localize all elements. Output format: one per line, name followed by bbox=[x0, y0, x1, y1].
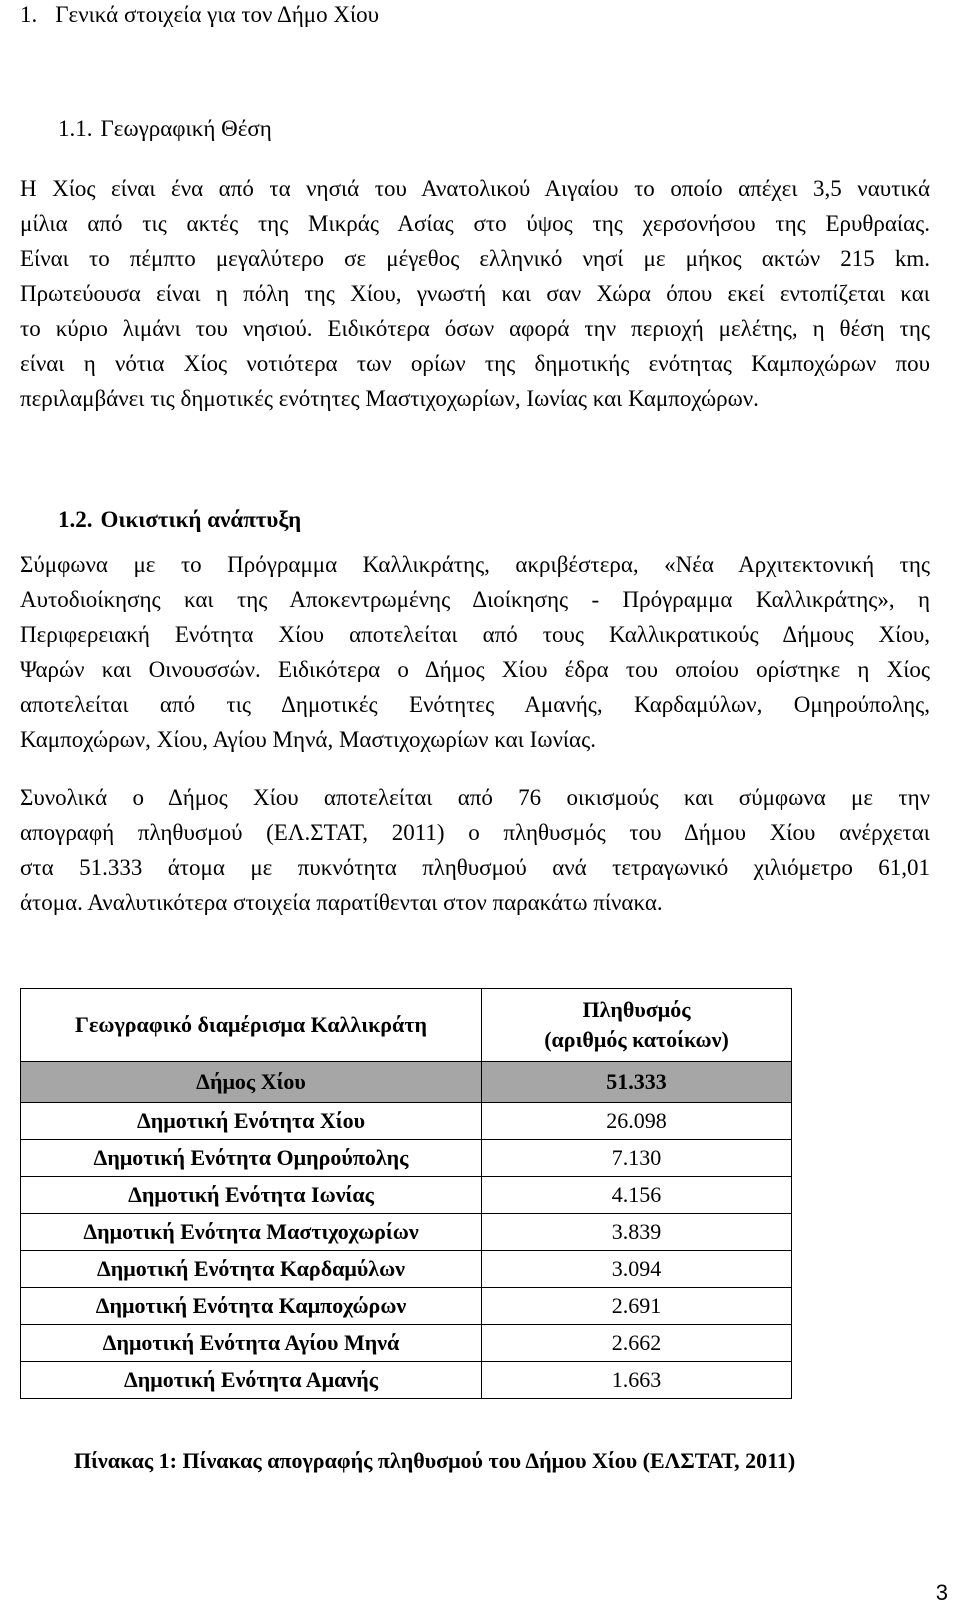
settlement-paragraph-2 bbox=[20, 780, 930, 920]
table-header-row bbox=[21, 989, 792, 1062]
paragraph-line: στα 51.333 άτομα με πυκνότητα πληθυσμού ανά τετραγωνικό χιλιόμετρο 61,01 bbox=[20, 855, 930, 880]
table-row bbox=[21, 1140, 792, 1177]
paragraph-line: Ψαρών και Οινουσσών. Ειδικότερα ο Δήμος Χίου έδρα του οποίου ορίστηκε η Χίος bbox=[20, 657, 930, 682]
paragraph-line: Καμποχώρων, Χίου, Αγίου Μηνά, Μαστιχοχωρίων και Ιωνίας. bbox=[20, 727, 596, 752]
paragraph-line: το κύριο λιμάνι του νησιού. Ειδικότερα όσων αφορά την περιοχή μελέτης, η θέση της bbox=[20, 316, 930, 341]
row-name: Δημοτική Ενότητα Καρδαμύλων bbox=[21, 1251, 482, 1288]
table-row bbox=[21, 1214, 792, 1251]
header-population bbox=[482, 989, 792, 1062]
geography-paragraph bbox=[20, 171, 930, 416]
paragraph-line: Συνολικά ο Δήμος Χίου αποτελείται από 76 οικισμούς και σύμφωνα με την bbox=[20, 785, 930, 810]
total-name: Δήμος Χίου bbox=[21, 1062, 482, 1103]
row-value: 3.839 bbox=[482, 1214, 792, 1251]
paragraph-line: περιλαμβάνει τις δημοτικές ενότητες Μαστιχοχωρίων, Ιωνίας και Καμποχώρων. bbox=[20, 386, 759, 411]
row-value: 7.130 bbox=[482, 1140, 792, 1177]
row-value: 3.094 bbox=[482, 1251, 792, 1288]
row-name: Δημοτική Ενότητα Αγίου Μηνά bbox=[21, 1325, 482, 1362]
table-total-row bbox=[21, 1062, 792, 1103]
paragraph-line: Είναι το πέμπτο μεγαλύτερο σε μέγεθος ελληνικό νησί με μήκος ακτών 215 km. bbox=[20, 246, 930, 271]
row-name: Δημοτική Ενότητα Χίου bbox=[21, 1103, 482, 1140]
total-value: 51.333 bbox=[482, 1062, 792, 1103]
row-value: 1.663 bbox=[482, 1362, 792, 1399]
table-caption: Πίνακας 1: Πίνακας απογραφής πληθυσμού του Δήμου Χίου (ΕΛΣΤΑΤ, 2011) bbox=[74, 1448, 796, 1473]
paragraph-line: άτομα. Αναλυτικότερα στοιχεία παρατίθενται στον παρακάτω πίνακα. bbox=[20, 890, 663, 915]
row-value: 2.662 bbox=[482, 1325, 792, 1362]
table-row bbox=[21, 1362, 792, 1399]
section-1-2-number: 1.2. bbox=[58, 507, 93, 532]
paragraph-line: απογραφή πληθυσμού (ΕΛ.ΣΤΑΤ, 2011) ο πληθυσμός του Δήμου Χίου ανέρχεται bbox=[20, 820, 930, 845]
settlement-paragraph-1 bbox=[20, 547, 930, 757]
page-number: 3 bbox=[935, 1580, 948, 1605]
section-1-title: Γενικά στοιχεία για τον Δήμο Χίου bbox=[55, 2, 380, 27]
table-row bbox=[21, 1288, 792, 1325]
row-name: Δημοτική Ενότητα Καμποχώρων bbox=[21, 1288, 482, 1325]
row-value: 2.691 bbox=[482, 1288, 792, 1325]
section-1-1-heading bbox=[58, 114, 272, 144]
row-value: 26.098 bbox=[482, 1103, 792, 1140]
population-table bbox=[20, 988, 792, 1399]
section-1-1-title: Γεωγραφική Θέση bbox=[100, 116, 272, 141]
table-row bbox=[21, 1325, 792, 1362]
header-population-line2: (αριθμός κατοίκων) bbox=[544, 1027, 729, 1052]
paragraph-line: Πρωτεύουσα είναι η πόλη της Χίου, γνωστή και σαν Χώρα όπου εκεί εντοπίζεται και bbox=[20, 281, 930, 306]
header-district: Γεωγραφικό διαμέρισμα Καλλικράτη bbox=[21, 989, 482, 1062]
paragraph-line: μίλια από τις ακτές της Μικράς Ασίας στο ύψος της χερσονήσου της Ερυθραίας. bbox=[20, 211, 930, 236]
paragraph-line: Η Χίος είναι ένα από τα νησιά του Ανατολικού Αιγαίου το οποίο απέχει 3,5 ναυτικά bbox=[20, 176, 930, 201]
paragraph-line: αποτελείται από τις Δημοτικές Ενότητες Αμανής, Καρδαμύλων, Ομηρούπολης, bbox=[20, 692, 930, 717]
paragraph-line: Περιφερειακή Ενότητα Χίου αποτελείται από τους Καλλικρατικούς Δήμους Χίου, bbox=[20, 622, 930, 647]
table-row bbox=[21, 1251, 792, 1288]
table-row bbox=[21, 1103, 792, 1140]
header-population-line1: Πληθυσμός bbox=[582, 997, 691, 1022]
row-name: Δημοτική Ενότητα Ομηρούπολης bbox=[21, 1140, 482, 1177]
row-name: Δημοτική Ενότητα Ιωνίας bbox=[21, 1177, 482, 1214]
section-1-number: 1. bbox=[20, 2, 38, 27]
paragraph-line: Σύμφωνα με το Πρόγραμμα Καλλικράτης, ακριβέστερα, «Νέα Αρχιτεκτονική της bbox=[20, 552, 930, 577]
section-1-1-number: 1.1. bbox=[58, 116, 93, 141]
row-name: Δημοτική Ενότητα Αμανής bbox=[21, 1362, 482, 1399]
section-1-2-heading bbox=[58, 505, 301, 535]
paragraph-line: Αυτοδιοίκησης και της Αποκεντρωμένης Διοίκησης - Πρόγραμμα Καλλικράτης», η bbox=[20, 587, 930, 612]
row-value: 4.156 bbox=[482, 1177, 792, 1214]
row-name: Δημοτική Ενότητα Μαστιχοχωρίων bbox=[21, 1214, 482, 1251]
paragraph-line: είναι η νότια Χίος νοτιότερα των ορίων της δημοτικής ενότητας Καμποχώρων που bbox=[20, 351, 930, 376]
section-1-heading bbox=[20, 0, 379, 30]
table-row bbox=[21, 1177, 792, 1214]
section-1-2-title: Οικιστική ανάπτυξη bbox=[100, 507, 302, 532]
